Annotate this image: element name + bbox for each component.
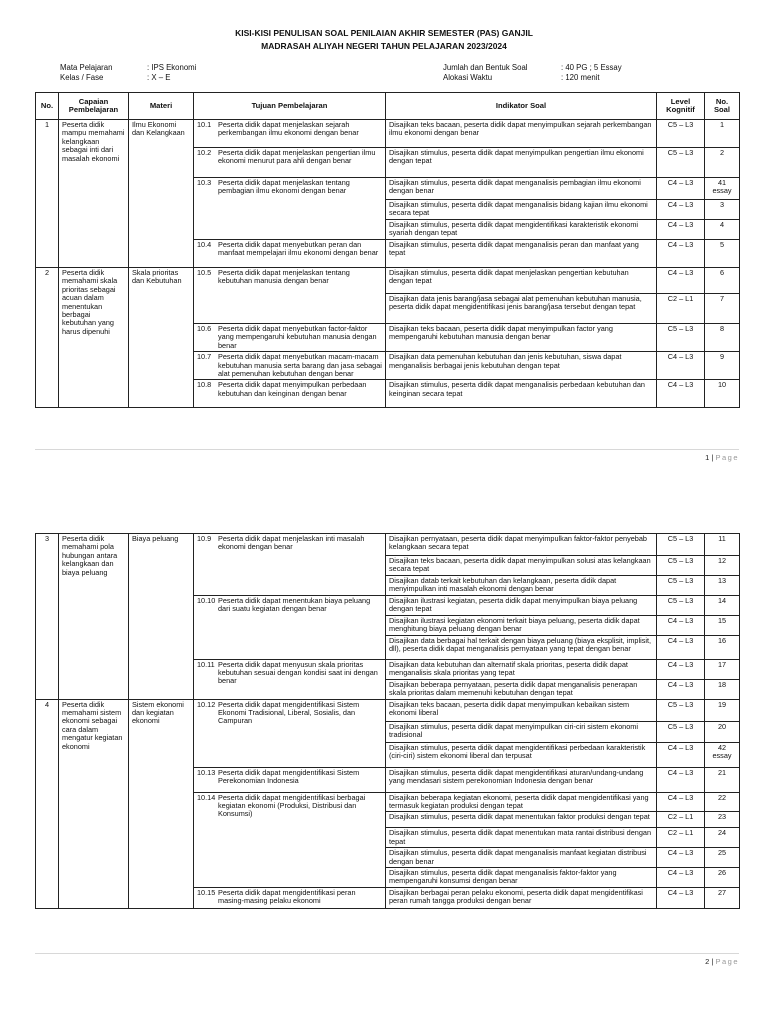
nomor-soal: 26 [705, 868, 740, 888]
level-kognitif: C5 – L3 [657, 148, 705, 178]
indikator-soal: Disajikan stimulus, peserta didik dapat menyimpulkan ciri-ciri sistem ekonomi tradisional [386, 721, 657, 742]
level-kognitif: C5 – L3 [657, 576, 705, 596]
nomor-soal: 9 [705, 352, 740, 380]
nomor-soal: 27 [705, 888, 740, 909]
indikator-soal: Disajikan ilustrasi kegiatan ekonomi terkait biaya peluang, peserta didik dapat menghitung biaya peluang dengan benar [386, 615, 657, 635]
meta-kelas-label: Kelas / Fase [60, 73, 104, 82]
tujuan-pembelajaran [194, 699, 386, 767]
level-kognitif: C2 – L1 [657, 812, 705, 828]
materi: Skala prioritas dan Kebutuhan [129, 268, 194, 408]
tujuan-item [197, 325, 382, 350]
tujuan-number: 10.9 [197, 534, 212, 543]
indikator-soal: Disajikan teks bacaan, peserta didik dapat menyimpulkan sejarah perkembangan ilmu ekonomi dengan benar [386, 120, 657, 148]
indikator-soal: Disajikan data berbagai hal terkait dengan biaya peluang (biaya eksplisit, implisit, dll), peserta didik dapat menganalisis pernyataan yang tepat dengan benar [386, 635, 657, 659]
kisi-kisi-table-page2 [35, 533, 740, 909]
indikator-soal: Disajikan stimulus, peserta didik dapat menjelaskan pengertian kebutuhan dengan tepat [386, 268, 657, 294]
tujuan-text: Peserta didik dapat mengidentifikasi Sistem Perekonomian Indonesia [218, 767, 360, 786]
tujuan-pembelajaran [194, 352, 386, 380]
kisi-kisi-table-page1 [35, 92, 740, 408]
tujuan-item [197, 889, 382, 906]
tujuan-text: Peserta didik dapat mengidentifikasi peran masing-masing pelaku ekonomi [218, 888, 356, 906]
page-separator: | [709, 957, 716, 966]
doc-title-line2: MADRASAH ALIYAH NEGERI TAHUN PELAJARAN 2023/2024 [261, 41, 507, 51]
tujuan-number: 10.1 [197, 120, 212, 129]
tujuan-text: Peserta didik dapat menyebutkan macam-macam kebutuhan manusia serta barang dan jasa sebagai alat pemenuhan kebutuhan dengan benar [218, 352, 382, 379]
level-kognitif: C4 – L3 [657, 742, 705, 767]
tujuan-item [197, 701, 382, 726]
nomor-soal: 10 [705, 380, 740, 408]
tujuan-text: Peserta didik dapat mengidentifikasi berbagai kegiatan ekonomi (Produksi, Distribusi dan Konsumsi) [218, 792, 366, 819]
level-kognitif: C4 – L3 [657, 268, 705, 294]
indikator-soal: Disajikan stimulus, peserta didik dapat menganalisis pembagian ilmu ekonomi dengan benar [386, 178, 657, 200]
tujuan-item [197, 381, 382, 398]
indikator-soal: Disajikan beberapa kegiatan ekonomi, peserta didik dapat mengidentifikasi yang termasuk kegiatan produksi dengan tepat [386, 792, 657, 812]
tujuan-number: 10.12 [197, 699, 216, 709]
indikator-soal: Disajikan stimulus, peserta didik dapat menganalisis bidang kajian ilmu ekonomi secara tepat [386, 200, 657, 220]
tujuan-text: Peserta didik dapat menjelaskan tentang pembagian ilmu ekonomi dengan benar [218, 178, 350, 196]
nomor-soal: 21 [705, 767, 740, 792]
col-header-nosoal: No. Soal [705, 93, 740, 120]
level-kognitif: C4 – L3 [657, 792, 705, 812]
tujuan-number: 10.7 [197, 352, 212, 362]
capaian-pembelajaran: Peserta didik memahami sistem ekonomi sebagai cara dalam mengatur kegiatan ekonomi [59, 699, 129, 908]
level-kognitif: C5 – L3 [657, 324, 705, 352]
row-number: 4 [36, 699, 59, 908]
tujuan-number: 10.2 [197, 148, 212, 157]
indikator-soal: Disajikan stimulus, peserta didik dapat mengidentifikasi aturan/undang-undang yang mendasari sistem perekonomian Indonesia dengan benar [386, 767, 657, 792]
tujuan-text: Peserta didik dapat menyebutkan peran dan manfaat mempelajari ilmu ekonomi dengan benar [218, 240, 379, 258]
tujuan-item [197, 597, 382, 614]
tujuan-pembelajaran [194, 148, 386, 178]
capaian-pembelajaran: Peserta didik memahami skala prioritas sebagai acuan dalam menentukan berbagai kebutuhan yang harus dipenuhi [59, 268, 129, 408]
col-header-cp: Capaian Pembelajaran [59, 93, 129, 120]
col-header-no: No. [36, 93, 59, 120]
tujuan-number: 10.14 [197, 792, 216, 802]
level-kognitif: C4 – L3 [657, 615, 705, 635]
indikator-soal: Disajikan stimulus, peserta didik dapat menyimpulkan pengertian ilmu ekonomi dengan tepat [386, 148, 657, 178]
tujuan-pembelajaran [194, 178, 386, 240]
tujuan-text: Peserta didik dapat menjelaskan inti masalah ekonomi dengan benar [218, 534, 365, 552]
nomor-soal: 1 [705, 120, 740, 148]
col-header-tp: Tujuan Pembelajaran [194, 93, 386, 120]
level-kognitif: C4 – L3 [657, 679, 705, 699]
materi: Biaya peluang [129, 534, 194, 700]
tujuan-text: Peserta didik dapat menjelaskan tentang kebutuhan manusia dengan benar [218, 268, 350, 286]
indikator-soal: Disajikan teks bacaan, peserta didik dapat menyimpulkan solusi atas kelangkaan secara tepat [386, 556, 657, 576]
nomor-soal: 41 essay [705, 178, 740, 200]
tujuan-item [197, 794, 382, 819]
indikator-soal: Disajikan data jenis barang/jasa sebagai alat pemenuhan kebutuhan manusia, peserta didik dapat mengidentifikasi jenis barang/jasa tersebut dengan tepat [386, 294, 657, 324]
level-kognitif: C5 – L3 [657, 596, 705, 616]
meta-waktu-label: Alokasi Waktu [443, 73, 493, 82]
indikator-soal: Disajikan stimulus, peserta didik dapat mengidentifikasi karakteristik ekonomi syariah dengan tepat [386, 220, 657, 240]
indikator-soal: Disajikan teks bacaan, peserta didik dapat menyimpulkan kebaikan sistem ekonomi liberal [386, 699, 657, 721]
nomor-soal: 13 [705, 576, 740, 596]
tujuan-pembelajaran [194, 792, 386, 887]
level-kognitif: C4 – L3 [657, 380, 705, 408]
tujuan-pembelajaran [194, 380, 386, 408]
tujuan-item [197, 241, 382, 258]
tujuan-pembelajaran [194, 767, 386, 792]
indikator-soal: Disajikan stimulus, peserta didik dapat menentukan faktor produksi dengan tepat [386, 812, 657, 828]
page-divider [35, 449, 739, 450]
tujuan-pembelajaran [194, 324, 386, 352]
level-kognitif: C2 – L1 [657, 294, 705, 324]
level-kognitif: C2 – L1 [657, 828, 705, 848]
level-kognitif: C4 – L3 [657, 220, 705, 240]
tujuan-pembelajaran [194, 268, 386, 324]
meta-jumlah-label: Jumlah dan Bentuk Soal [443, 63, 528, 72]
level-kognitif: C5 – L3 [657, 556, 705, 576]
tujuan-item [197, 769, 382, 786]
tujuan-item [197, 179, 382, 196]
indikator-soal: Disajikan stimulus, peserta didik dapat mengidentifikasi perbedaan karakteristik (ciri-ciri) sistem ekonomi liberal dan terpusat [386, 742, 657, 767]
tujuan-item [197, 535, 382, 552]
level-kognitif: C5 – L3 [657, 699, 705, 721]
meta-jumlah-value: : 40 PG ; 5 Essay [561, 63, 622, 72]
tujuan-number: 10.3 [197, 178, 212, 187]
level-kognitif: C5 – L3 [657, 721, 705, 742]
table-row [36, 268, 740, 294]
indikator-soal: Disajikan ilustrasi kegiatan, peserta didik dapat menyimpulkan biaya peluang dengan tepat [386, 596, 657, 616]
level-kognitif: C4 – L3 [657, 178, 705, 200]
indikator-soal: Disajikan stimulus, peserta didik dapat menganalisis faktor-faktor yang mempengaruhi konsumsi dengan benar [386, 868, 657, 888]
tujuan-number: 10.11 [197, 659, 215, 669]
tujuan-item [197, 353, 382, 378]
indikator-soal: Disajikan stimulus, peserta didik dapat menganalisis peran dan manfaat yang tepat [386, 240, 657, 268]
tujuan-number: 10.5 [197, 268, 212, 277]
nomor-soal: 23 [705, 812, 740, 828]
table-row [36, 120, 740, 148]
row-number: 3 [36, 534, 59, 700]
page-number: 2 [705, 957, 710, 966]
nomor-soal: 20 [705, 721, 740, 742]
nomor-soal: 3 [705, 200, 740, 220]
tujuan-item [197, 121, 382, 138]
nomor-soal: 25 [705, 848, 740, 868]
nomor-soal: 4 [705, 220, 740, 240]
tujuan-item [197, 661, 382, 686]
col-header-indikator: Indikator Soal [386, 93, 657, 120]
tujuan-item [197, 269, 382, 286]
indikator-soal: Disajikan stimulus, peserta didik dapat menentukan mata rantai distribusi dengan tepat [386, 828, 657, 848]
capaian-pembelajaran: Peserta didik mampu memahami kelangkaan sebagai inti dari masalah ekonomi [59, 120, 129, 268]
level-kognitif: C4 – L3 [657, 868, 705, 888]
level-kognitif: C5 – L3 [657, 534, 705, 556]
col-header-materi: Materi [129, 93, 194, 120]
tujuan-text: Peserta didik dapat menyebutkan factor-faktor yang mempengaruhi kebutuhan manusia dengan benar [218, 324, 377, 350]
indikator-soal: Disajikan datab terkait kebutuhan dan kelangkaan, peserta didik dapat menyimpulkan inti masalah ekonomi dengan benar [386, 576, 657, 596]
nomor-soal: 18 [705, 679, 740, 699]
level-kognitif: C4 – L3 [657, 200, 705, 220]
tujuan-number: 10.13 [197, 767, 216, 777]
level-kognitif: C4 – L3 [657, 888, 705, 909]
tujuan-pembelajaran [194, 120, 386, 148]
indikator-soal: Disajikan stimulus, peserta didik dapat menganalisis manfaat kegiatan distribusi dengan benar [386, 848, 657, 868]
nomor-soal: 19 [705, 699, 740, 721]
tujuan-pembelajaran [194, 596, 386, 660]
level-kognitif: C4 – L3 [657, 352, 705, 380]
tujuan-item [197, 149, 382, 166]
tujuan-number: 10.15 [197, 888, 216, 898]
tujuan-text: Peserta didik dapat menyimpulkan perbedaan kebutuhan dan keinginan dengan benar [218, 380, 367, 398]
table-row [36, 534, 740, 556]
page-number: 1 [705, 453, 710, 462]
row-number: 2 [36, 268, 59, 408]
nomor-soal: 12 [705, 556, 740, 576]
meta-kelas-value: : X – E [147, 73, 171, 82]
nomor-soal: 2 [705, 148, 740, 178]
tujuan-pembelajaran [194, 888, 386, 909]
col-header-level: Level Kognitif [657, 93, 705, 120]
tujuan-text: Peserta didik dapat menjelaskan sejarah perkembangan ilmu ekonomi dengan benar [218, 120, 359, 138]
indikator-soal: Disajikan data pemenuhan kebutuhan dan jenis kebutuhan, siswa dapat menganalisis berbagai jenis kebutuhan dengan tepat [386, 352, 657, 380]
tujuan-pembelajaran [194, 534, 386, 596]
tujuan-text: Peserta didik dapat menjelaskan pengertian ilmu ekonomi menurut para ahli dengan benar [218, 148, 376, 166]
tujuan-number: 10.4 [197, 240, 212, 249]
nomor-soal: 7 [705, 294, 740, 324]
indikator-soal: Disajikan stimulus, peserta didik dapat menganalisis perbedaan kebutuhan dan keinginan secara tepat [386, 380, 657, 408]
page-divider [35, 953, 739, 954]
level-kognitif: C4 – L3 [657, 659, 705, 679]
level-kognitif: C4 – L3 [657, 240, 705, 268]
nomor-soal: 5 [705, 240, 740, 268]
tujuan-text: Peserta didik dapat menyusun skala prioritas kebutuhan sesuai dengan kondisi saat ini dengan benar [218, 659, 378, 686]
tujuan-text: Peserta didik dapat menentukan biaya peluang dari suatu kegiatan dengan benar [218, 596, 371, 614]
indikator-soal: Disajikan beberapa pernyataan, peserta didik dapat menganalisis penerapan skala prioritas dalam memenuhi kebutuhan dengan tepat [386, 679, 657, 699]
nomor-soal: 14 [705, 596, 740, 616]
page-number-1 [705, 453, 739, 462]
nomor-soal: 17 [705, 659, 740, 679]
tujuan-pembelajaran [194, 240, 386, 268]
tujuan-pembelajaran [194, 659, 386, 699]
capaian-pembelajaran: Peserta didik memahami pola hubungan antara kelangkaan dan biaya peluang [59, 534, 129, 700]
nomor-soal: 16 [705, 635, 740, 659]
level-kognitif: C4 – L3 [657, 848, 705, 868]
page-word: Page [715, 453, 739, 462]
tujuan-number: 10.8 [197, 380, 212, 390]
table-row [36, 699, 740, 721]
page-word: Page [715, 957, 739, 966]
row-number: 1 [36, 120, 59, 268]
nomor-soal: 42 essay [705, 742, 740, 767]
nomor-soal: 22 [705, 792, 740, 812]
page-number-2 [705, 957, 739, 966]
meta-waktu-value: : 120 menit [561, 73, 600, 82]
page-separator: | [709, 453, 716, 462]
nomor-soal: 24 [705, 828, 740, 848]
indikator-soal: Disajikan pernyataan, peserta didik dapat menyimpulkan faktor-faktor penyebab kelangkaan secara tepat [386, 534, 657, 556]
nomor-soal: 8 [705, 324, 740, 352]
tujuan-text: Peserta didik dapat mengidentifikasi Sistem Ekonomi Tradisional, Liberal, Sosialis, dan Campuran [218, 699, 360, 726]
nomor-soal: 15 [705, 615, 740, 635]
level-kognitif: C5 – L3 [657, 120, 705, 148]
tujuan-number: 10.6 [197, 324, 212, 333]
doc-title-line1: KISI-KISI PENULISAN SOAL PENILAIAN AKHIR SEMESTER (PAS) GANJIL [235, 28, 533, 38]
materi: Sistem ekonomi dan kegiatan ekonomi [129, 699, 194, 908]
meta-mapel-label: Mata Pelajaran [60, 63, 113, 72]
indikator-soal: Disajikan berbagai peran pelaku ekonomi, peserta didik dapat mengidentifikasi peran rumah tangga produksi dengan benar [386, 888, 657, 909]
level-kognitif: C4 – L3 [657, 635, 705, 659]
tujuan-number: 10.10 [197, 596, 216, 605]
nomor-soal: 6 [705, 268, 740, 294]
materi: Ilmu Ekonomi dan Kelangkaan [129, 120, 194, 268]
indikator-soal: Disajikan teks bacaan, peserta didik dapat menyimpulkan factor yang mempengaruhi kebutuhan manusia dengan benar [386, 324, 657, 352]
indikator-soal: Disajikan data kebutuhan dan alternatif skala prioritas, peserta didik dapat menganalisis skala prioritas yang tepat [386, 659, 657, 679]
level-kognitif: C4 – L3 [657, 767, 705, 792]
meta-mapel-value: : IPS Ekonomi [147, 63, 197, 72]
nomor-soal: 11 [705, 534, 740, 556]
